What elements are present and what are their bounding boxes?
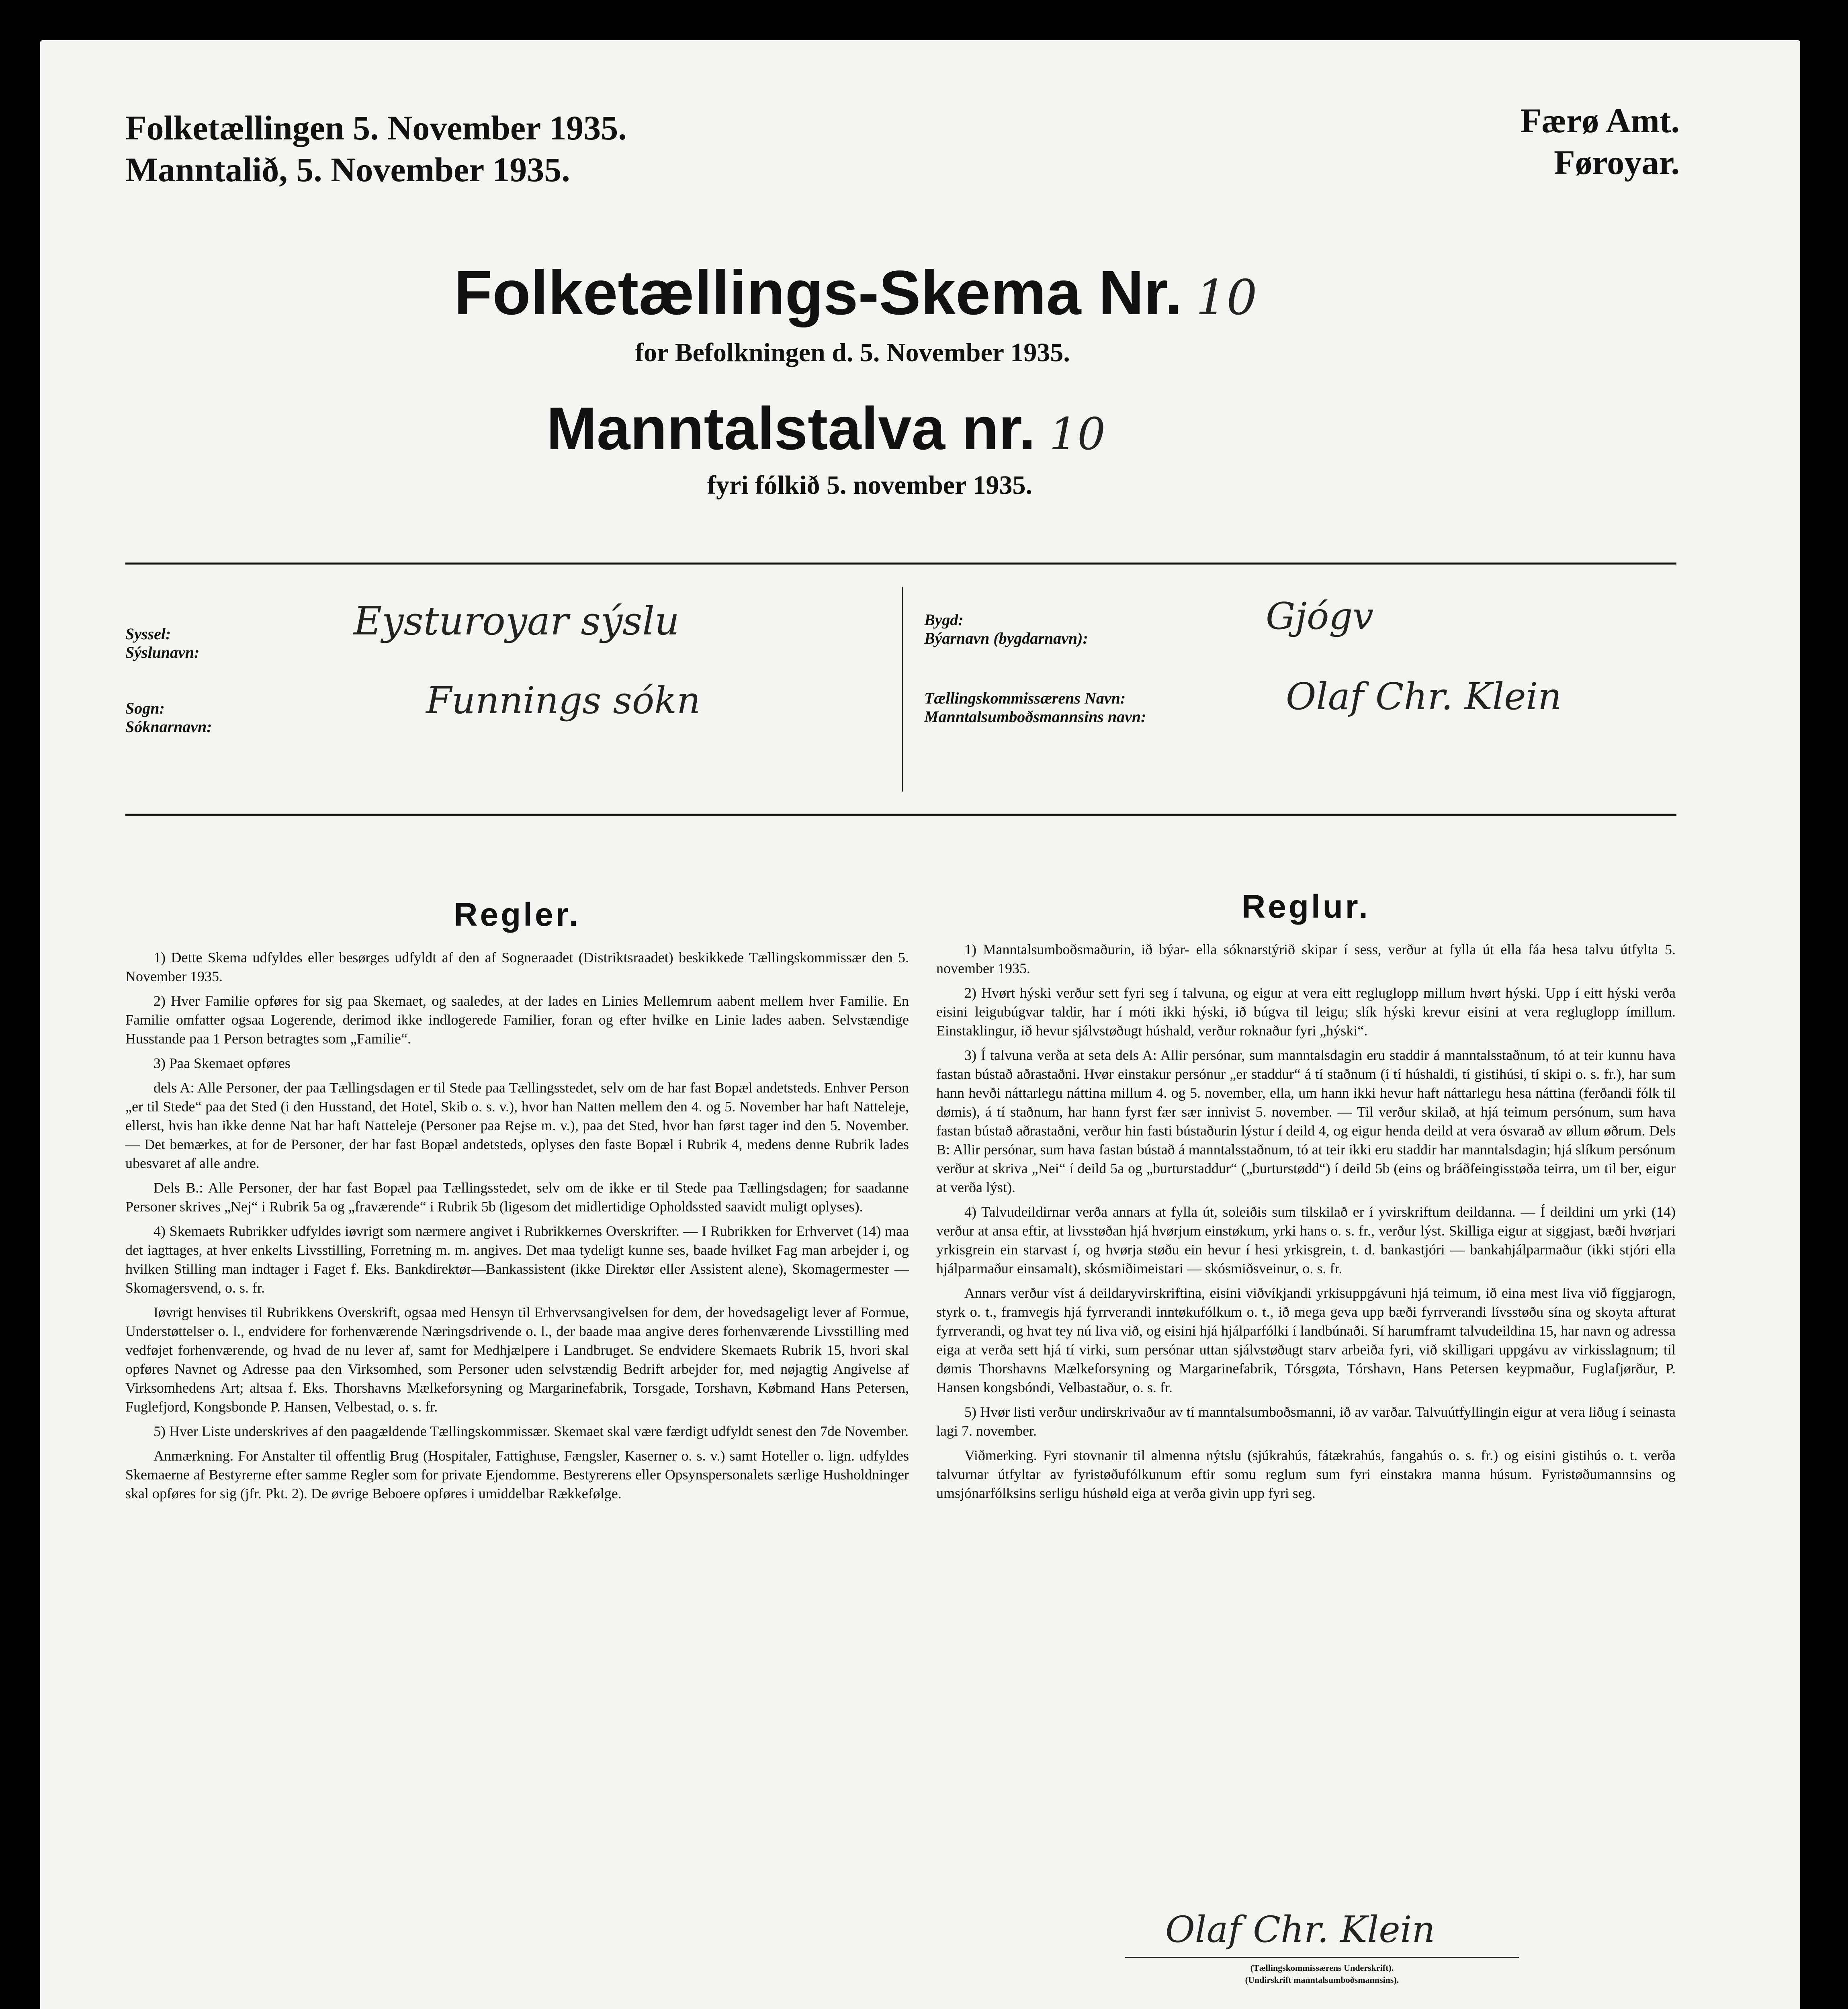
bygd-label-da: Bygd:: [924, 611, 964, 629]
field-box-top-rule: [125, 563, 1676, 565]
kommissaer-label-da: Tællingskommissærens Navn:: [924, 689, 1126, 707]
reglur-paragraph: 5) Hvør listi verður undirskrivaður av tí manntalsumboðsmanni, ið av varðar. Talvuútfyllingin eigur at vera liðug í seinasta lagi 7. november.: [936, 1404, 1676, 1439]
reglur-paragraph: 3) Í talvuna verða at seta dels A: Allir persónar, sum manntalsdagin eru staddir á manntalsstaðnum, tó at teir kunnu hava fastan bústað aðrastaðni. Hvør einstakur persónur „er staddur“ á tí staðnum (í tí húshaldi, tí gistihúsi, tí skipi o. s. fr.), har sum hann hevði náttarlegu náttina millum 4. og 5. november, ella, um hann ikki hevur haft náttarlegu hesa náttina (ferðandi fólk til dømis), á tí staðnum, har hann fyrst fær sær innivist 5. november. — Til verður skilað, at hjá teimum persónum, sum hava fastan bústað aðrastaðni, verður hin fasti bústaðurin lýstur í deild 4, og eigur henda deild at vera ósvarað av øllum øðrum. Dels B: Allir persónar, sum hava fastan bústað á manntalsstaðnum, tó at teir ikki eru staddir har manntalsdagin; hjá slíkum persónum verður at skriva „Nei“ í deild 5a og „burturstaddur“ („burturstødd“) í deild 5b (eins og bráðfeingisstøða teirra, um til ber, eigur at verða lýst).: [936, 1047, 1676, 1195]
faroese-subtitle: fyri fólkið 5. november 1935.: [707, 471, 1033, 500]
regler-paragraph: 4) Skemaets Rubrikker udfyldes iøvrigt som nærmere angivet i Rubrikkernes Overskrifter. — I Rubrikken for Erhvervet (14) maa det iagttages, at hver enkelts Livsstilling, Forretning m. m. angives. Det maa tydeligt kunne ses, baade hvilket Fag man arbejder i, og hvilken Stilling man indtager i Faget f. Eks. Bankdirektør—Bankassistent (ikke Direktør eller Assistent alene), Skomagermester — Skomagersvend, o. s. fr.: [125, 1223, 909, 1296]
signature-caption-da: (Tællingskommissærens Underskrift).: [1250, 1963, 1394, 1973]
field-box-bottom-rule: [125, 814, 1676, 816]
reglur-paragraph: Annars verður víst á deildaryvirskriftina, eisini viðvíkjandi yrkisuppgávuni hjá teimum, ið eina mest liva við fíggjarogn, styrk o. t., framvegis hjá fyrrverandi inntøkufólkum o. t., ið mega geva upp bæði fyrrverandi lívsstøðu sína og skoyta afturat fyrrverandi, og hvat tey nú liva við, og eisini hjá hjálparfólki í landbúnaði. Sí harumframt talvudeildina 15, har navn og adressa eiga at verða sett hjá tí virki, sum persónar uttan sjálvstøðugt starv arbeiða fyri, við skilligari uppgávu av virkisslagnum; til dømis Thorshavns Mælkeforsyning og Margarinefabrik, Tórsgøta, Tórshavn, Hans Petersen keypmaður, Fuglafjørður, P. Hansen kongsbóndi, Velbastaður, o. s. fr.: [936, 1285, 1676, 1395]
reglur-paragraph: Viðmerking. Fyri stovnanir til almenna nýtslu (sjúkrahús, fátækrahús, fangahús o. s. fr.) og eisini gistihús o. t. verða talvurnar útfyltar av fyristøðufólkunum eftir somu reglum sum fyri einstakra manna húsum. Fyristøðumannsins og umsjónarfólksins serligu húshøld eiga at verða givin upp fyri seg.: [936, 1447, 1676, 1501]
regler-paragraph: 2) Hver Familie opføres for sig paa Skemaet, og saaledes, at der lades en Linies Mellemrum aabent mellem hver Familie. En Familie omfatter ogsaa Logerende, derimod ikke indlogerede Familier, foran og efter hvilke en Linie lades aaben. Selvstændige Husstande paa 1 Person betragtes som „Familie“.: [125, 993, 909, 1047]
sogn-label-fo: Sóknarnavn:: [125, 718, 212, 736]
danish-title: Folketællings-Skema Nr.: [454, 258, 1182, 328]
syssel-label-da: Syssel:: [125, 625, 171, 643]
header-right-line1: Færø Amt.: [1520, 101, 1680, 140]
regler-paragraph: 1) Dette Skema udfyldes eller besørges udfyldt af den af Sogneraadet (Distriktsraadet) beskikkede Tællingskommissær den 5. November 1935.: [125, 949, 909, 984]
field-box-divider: [902, 587, 903, 792]
regler-paragraph: 5) Hver Liste underskrives af den paagældende Tællingskommissær. Skemaet skal være færdigt udfyldt senest den 7de November.: [153, 1423, 909, 1439]
signature: Olaf Chr. Klein: [1165, 1909, 1435, 1951]
kommissaer-value: Olaf Chr. Klein: [1286, 675, 1562, 718]
regler-paragraph: Iøvrigt henvises til Rubrikkens Overskrift, ogsaa med Hensyn til Erhvervsangivelsen for dem, der hovedsageligt lever af Formue, Understøttelser o. l., endvidere for forhenværende Næringsdrivende o. l., der baade maa angive deres forhenværende Livsstilling med vedføjet forhenværende, og hvad de nu lever af, samt for Medhjælpere i Landbruget. Se endvidere Skemaets Rubrik 15, hvori skal opføres Navnet og Adresse paa den Virksomhed, som Personer uden selvstændig Bedrift arbejder for, med nøjagtig Angivelse af Virksomhedens Art; altsaa f. Eks. Thorshavns Mælkeforsyning og Margarinefabrik, Torsgade, Torshavn, Købmand Hans Petersen, Fuglefjord, Kongsbonde P. Hansen, Velbestad, o. s. fr.: [125, 1304, 909, 1415]
reglur-body: [936, 940, 1676, 1508]
reglur-paragraph: 4) Talvudeildirnar verða annars at fylla út, soleiðis sum tilskilað er í yvirskriftum deildanna. — Í deildini um yrki (14) verður at ansa eftir, at livsstøðan hjá hvørjum einstøkum, yrki hans o. s. fr., verður lýst. Skilliga eigur at siggjast, bæði hvørjari yrkisgrein ein starvast í, og hvørja støðu ein hevur í hesi yrkisgrein, t. d. bankastjóri — bankahjálparmaður (ikki stjóri ella hjálparmaður einsamalt), skósmiðimeistari — skósmiðsveinur, o. s. fr.: [936, 1204, 1676, 1277]
sogn-label: [125, 699, 212, 736]
syssel-label-fo: Sýslunavn:: [125, 643, 200, 661]
bygd-label-fo: Býarnavn (bygdarnavn):: [924, 629, 1088, 647]
regler-heading: Regler.: [454, 896, 581, 933]
regler-body: [125, 948, 909, 1509]
regler-paragraph: dels A: Alle Personer, der paa Tællingsdagen er til Stede paa Tællingsstedet, selv om de har fast Bopæl andetsteds. Enhver Person „er til Stede“ paa det Sted (i den Husstand, det Hotel, Skib o. s. v.), hvor han Natten mellem den 4. og 5. November har haft Natteleje, ellerst, hvis han ikke denne Nat har haft Natteleje (Personer paa Rejse m. v.), paa det Sted, hvor han først tager ind den 5. November. — Det bemærkes, at for de Personer, der har fast Bopæl andetsteds, oplyses den faste Bopæl i Rubrik 4, medens denne Rubrik lades ubesvaret af alle andre.: [125, 1080, 909, 1171]
reglur-paragraph: 1) Manntalsumboðsmaðurin, ið býar- ella sóknarstýrið skipar í sess, verður at fylla út ella fáa hesa talvu útfylta 5. november 1935.: [936, 941, 1676, 976]
reglur-paragraph: 2) Hvørt hýski verður sett fyri seg í talvuna, og eigur at vera eitt regluglopp millum hvørt hýski. Upp í eitt hýski verða eisini leigubúgvar taldir, har í móti ikki hýski, ið búgva til leigu; slík hýski krevur eisini at vera regluglopp ímillum. Einstaklingur, ið hevur sjálvstøðugt húshald, verður roknaður fyri „hýski“.: [936, 985, 1676, 1039]
signature-line: [1125, 1957, 1519, 1958]
bygd-value: Gjógv: [1266, 595, 1374, 638]
faroese-title-number: 10: [1049, 408, 1106, 460]
regler-paragraph: 3) Paa Skemaet opføres: [153, 1055, 291, 1071]
faroese-title: Manntalstalva nr.: [546, 395, 1036, 462]
kommissaer-label-fo: Manntalsumboðsmannsins navn:: [924, 708, 1146, 726]
danish-subtitle: for Befolkningen d. 5. November 1935.: [635, 338, 1070, 367]
sogn-value: Funnings sókn: [426, 679, 701, 722]
kommissaer-label: [924, 689, 1146, 726]
signature-caption-fo: (Undirskrift manntalsumboðsmannsins).: [1245, 1975, 1399, 1985]
header-left-line2: Manntalið, 5. November 1935.: [125, 150, 570, 189]
syssel-value: Eysturoyar sýslu: [354, 599, 679, 644]
regler-paragraph: Dels B.: Alle Personer, der har fast Bopæl paa Tællingsstedet, selv om de ikke er til Stede paa Tællingsdagen; for saadanne Personer skrives „Nej“ i Rubrik 5a og „fraværende“ i Rubrik 5b (ligesom det midlertidige Opholdssted saavidt muligt oplyses).: [125, 1180, 909, 1215]
header-right-line2: Føroyar.: [1554, 143, 1680, 182]
danish-title-row: [454, 257, 1378, 329]
danish-title-number: 10: [1195, 270, 1257, 326]
sogn-label-da: Sogn:: [125, 699, 165, 717]
faroese-title-row: [546, 394, 1471, 463]
bygd-label: [924, 611, 1088, 648]
census-form-sheet: [40, 40, 1800, 2009]
regler-paragraph: Anmærkning. For Anstalter til offentlig Brug (Hospitaler, Fattighuse, Fængsler, Kaserner o. s. v.) samt Hoteller o. lign. udfyldes Skemaerne af Bestyrerne efter samme Regler som for private Ejendomme. Bestyrerens eller Opsynspersonalets særlige Husholdninger skal opføres for sig (jfr. Pkt. 2). De øvrige Beboere opføres i umiddelbar Rækkefølge.: [125, 1448, 909, 1502]
reglur-heading: Reglur.: [1242, 888, 1370, 925]
header-left-line1: Folketællingen 5. November 1935.: [125, 108, 627, 147]
syssel-label: [125, 625, 200, 662]
